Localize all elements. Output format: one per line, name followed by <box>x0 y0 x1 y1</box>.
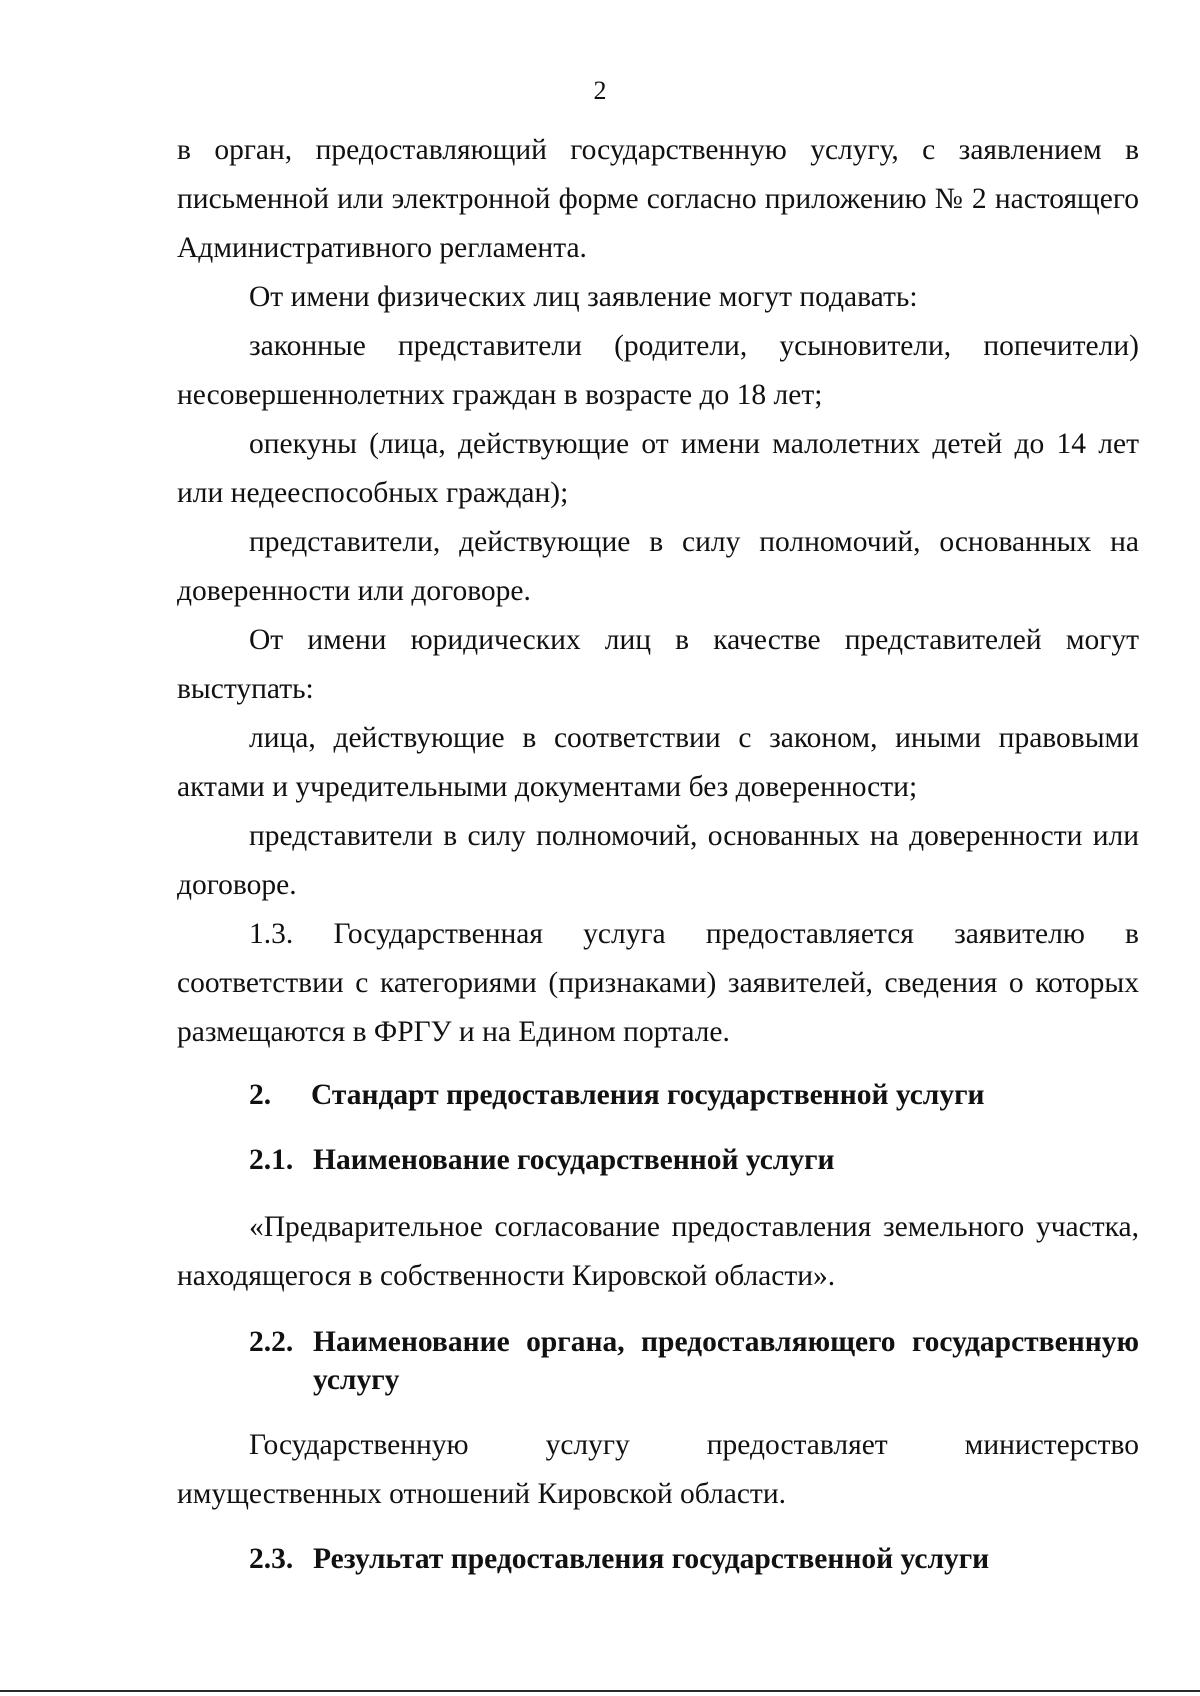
section-title: Стандарт предоставления государственной услуги <box>311 1079 985 1111</box>
section-heading-2-3 <box>177 1535 1139 1584</box>
section-heading-2-2 <box>177 1323 1139 1399</box>
paragraph-application-form: в орган, предоставляющий государственную услугу, с заявлением в письменной или электронной форме согласно приложению № 2 настоящего Административного регламента. <box>177 134 1139 264</box>
document-body <box>177 126 1139 1602</box>
paragraph-legal-entities-intro: От имени юридических лиц в качестве представителей могут выступать: <box>177 624 1139 705</box>
section-number: 2.1. <box>249 1144 294 1176</box>
section-number: 2. <box>249 1079 272 1111</box>
paragraph-service-name: «Предварительное согласование предоставления земельного участка, находящегося в собственности Кировской области». <box>177 1211 1139 1292</box>
section-heading-2-1 <box>177 1136 1139 1185</box>
page-number: 2 <box>593 76 607 105</box>
paragraph-legal-representatives: законные представители (родители, усыновители, попечители) несовершеннолетних граждан в возрасте до 18 лет; <box>177 330 1139 411</box>
section-number: 2.2. <box>249 1326 294 1358</box>
paragraph-clause-1-3: 1.3. Государственная услуга предоставляется заявителю в соответствии с категориями (признаками) заявителей, сведения о которых размещаются в ФРГУ и на Едином портале. <box>177 918 1139 1048</box>
paragraph-authorized-representatives: представители, действующие в силу полномочий, основанных на доверенности или договоре. <box>177 526 1139 607</box>
section-title: Наименование органа, предоставляющего государственную услугу <box>313 1326 1139 1396</box>
paragraph-persons-by-law: лица, действующие в соответствии с законом, иными правовыми актами и учредительными документами без доверенности; <box>177 722 1139 803</box>
scan-bottom-edge <box>0 1690 1200 1692</box>
paragraph-representatives-by-proxy: представители в силу полномочий, основанных на доверенности или договоре. <box>177 820 1139 901</box>
section-number: 2.3. <box>249 1543 294 1575</box>
section-heading-2 <box>177 1071 1139 1120</box>
paragraph-service-provider: Государственную услугу предоставляет министерство имущественных отношений Кировской области. <box>177 1429 1139 1510</box>
section-title: Результат предоставления государственной услуги <box>313 1543 990 1575</box>
section-title: Наименование государственной услуги <box>313 1144 835 1176</box>
paragraph-guardians: опекуны (лица, действующие от имени малолетних детей до 14 лет или недееспособных граждан); <box>177 428 1139 509</box>
paragraph-individuals-intro: От имени физических лиц заявление могут подавать: <box>249 281 918 313</box>
